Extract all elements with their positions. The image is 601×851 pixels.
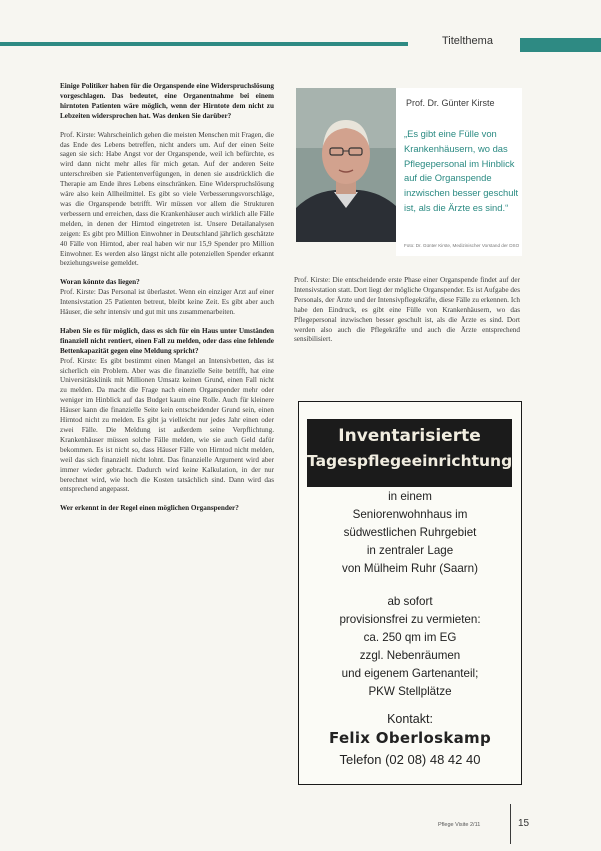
page-number: 15 <box>518 818 530 829</box>
header-accent-bar <box>520 38 601 52</box>
ad-contact-name: Felix Oberloskamp <box>329 729 491 747</box>
answer-1: Prof. Kirste: Wahrscheinlich gehen die meisten Menschen mit Fragen, die das Ende des Lebens betreffen, nicht anders um. Auf der einen Seite sagen sie sich: Habe Angst vor der Organspende, weil ich befürchte, es wird dann nicht mehr alles für mich getan. Auf der anderen Seite unterschreiben sie Patientenverfügungen, in denen sie ausdrücklich die Therapie am Ende ihres Lebens einschränken. Eine Widerspruchslösung wäre also kein Allheilmittel. Es gibt so viele Verbesserungsvorschläge, was die Organspende betrifft. Wir müssen vor allem die Strukturen verbessern und erreichen, dass die Krankenhäuser auch wirklich alle Fälle melden, in denen der Hirntod eingetreten ist. Unsere Detailanalysen zeigen: Es gibt pro Million Einwohner in Deutschland jährlich geschätzte 40 Fälle von Hirntod, aber real haben wir nur 15,9 Spender pro Million Einwohner. Es werden also längst nicht alle potenziellen Spender erkannt beziehungsweise gemeldet. <box>60 130 274 268</box>
ad-line-8: ca. 250 qm im EG <box>363 631 457 644</box>
question-3: Haben Sie es für möglich, dass es sich für ein Haus unter Umständen finanziell nicht rentiert, einen Fall zu melden, oder dass eine fehlende Bettenkapazität gegen eine Meldung spricht? <box>60 326 274 355</box>
ad-line-11: PKW Stellplätze <box>368 685 452 698</box>
ad-line-4: in zentraler Lage <box>366 544 454 557</box>
paragraph-5 <box>60 504 274 514</box>
ad-line-10: und eigenem Gartenanteil; <box>341 667 479 680</box>
ad-line-6: ab sofort <box>387 595 433 608</box>
ad-line-5: von Mülheim Ruhr (Saarn) <box>342 562 478 575</box>
answer-3: Prof. Kirste: Es gibt bestimmt einen Mangel an Intensivbetten, das ist sicherlich ein Problem. Aber was die finanzielle Seite betrifft, hat eine Universitätsklinik mit Millionen Umsatz keinen Grund, einen Fall nicht zu melden. Da macht die Frage nach einem Organspender mehr oder weniger im Hinblick auf das Budget kaum eine Rolle. Auch für kleinere Häuser kann die finanzielle Seite kein entscheidender Grund sein, einen Hirntod nicht zu melden. Es gibt ja vielleicht nur jedes Jahr einen oder zwei Fälle. Die Meldung ist außerdem seine Verpflichtung. Krankenhäuser müssen solche Fälle melden, wie sie auch Geld dafür bekommen. Es ist nicht so, dass Häuser Fälle von Hirntod nicht melden, weil das sich finanziell nicht lohnt. Das finanzielle Argument wird aber immer wieder gebracht. Dadurch wird keine Kalkulation, in der nur berechnet wird, wie hoch die Kosten tatsächlich sind. Dann wird das entsprechend angepasst. <box>60 356 274 494</box>
ad-line-7: provisionsfrei zu vermieten: <box>339 613 481 626</box>
interview-column-left <box>60 82 274 523</box>
paragraph-4 <box>60 327 274 495</box>
quote-speaker-name: Prof. Dr. Günter Kirste <box>406 98 495 108</box>
header-rule <box>0 42 408 46</box>
answer-2: Prof. Kirste: Das Personal ist überlastet. Wenn ein einziger Arzt auf einer Intensivstation 25 Patienten betreut, bleibt keine Zeit. Es gibt aber auch Häuser, die sehr intensiv und gut mit uns zusammenarbeiten. <box>60 288 274 317</box>
ad-line-3: südwestlichen Ruhrgebiet <box>343 526 477 539</box>
ad-line-9: zzgl. Nebenräumen <box>359 649 461 662</box>
portrait-illustration <box>296 88 396 242</box>
magazine-issue: Pflege Visite 2/11 <box>438 822 481 828</box>
interview-column-right <box>294 276 520 354</box>
answer-5: Prof. Kirste: Die entscheidende erste Phase einer Organspende findet auf der Intensivstation statt. Dort liegt der mögliche Organspender. Es ist Aufgabe des Personals, der Ärzte und der Intensivpflegekräfte, diese Fälle zu erkennen. Ich habe den Eindruck, es gibt eine Fülle von Krankenhäusern, wo das Pflegepersonal inzwischen besser geschult ist, als die Ärzte es sind. Dort werden also auch die Pflegekräfte und auch die Ärzte entsprechend sensibilisiert. <box>294 276 520 344</box>
ad-headline-2: Tagespflegeeinrichtung <box>307 452 513 470</box>
paragraph-1 <box>60 82 274 122</box>
portrait-photo <box>296 88 396 242</box>
paragraph-3 <box>60 278 274 318</box>
pull-quote: „Es gibt eine Fülle von Krankenhäusern, wo das Pflegepersonal im Hinblick auf die Organspende inzwischen besser geschult ist, als die Ärzte es sind.“ <box>404 128 519 213</box>
question-2: Woran könnte das liegen? <box>60 278 140 287</box>
ad-line-1: in einem <box>388 490 432 503</box>
ad-line-2: Seniorenwohnhaus im <box>352 508 468 521</box>
ad-contact-label: Kontakt: <box>387 712 433 726</box>
ad-contact-phone: Telefon (02 08) 48 42 40 <box>339 752 481 767</box>
ad-headline-1: Inventarisierte <box>338 426 481 446</box>
section-title: Titelthema <box>442 35 493 47</box>
question-1: Einige Politiker haben für die Organspende eine Widerspruchslösung vorgeschlagen. Das bedeutet, eine Organentnahme bei einem hirntoten Patienten wäre möglich, wenn der Hirntote dem nicht zu Lebzeiten widersprochen hat. Was denken Sie darüber? <box>60 82 274 120</box>
photo-credit: Foto: Dr. Günter Kirste, Medizinischer Vorstand der DSO <box>404 243 520 248</box>
question-4: Wer erkennt in der Regel einen möglichen Organspender? <box>60 504 239 513</box>
footer-divider <box>510 804 511 844</box>
